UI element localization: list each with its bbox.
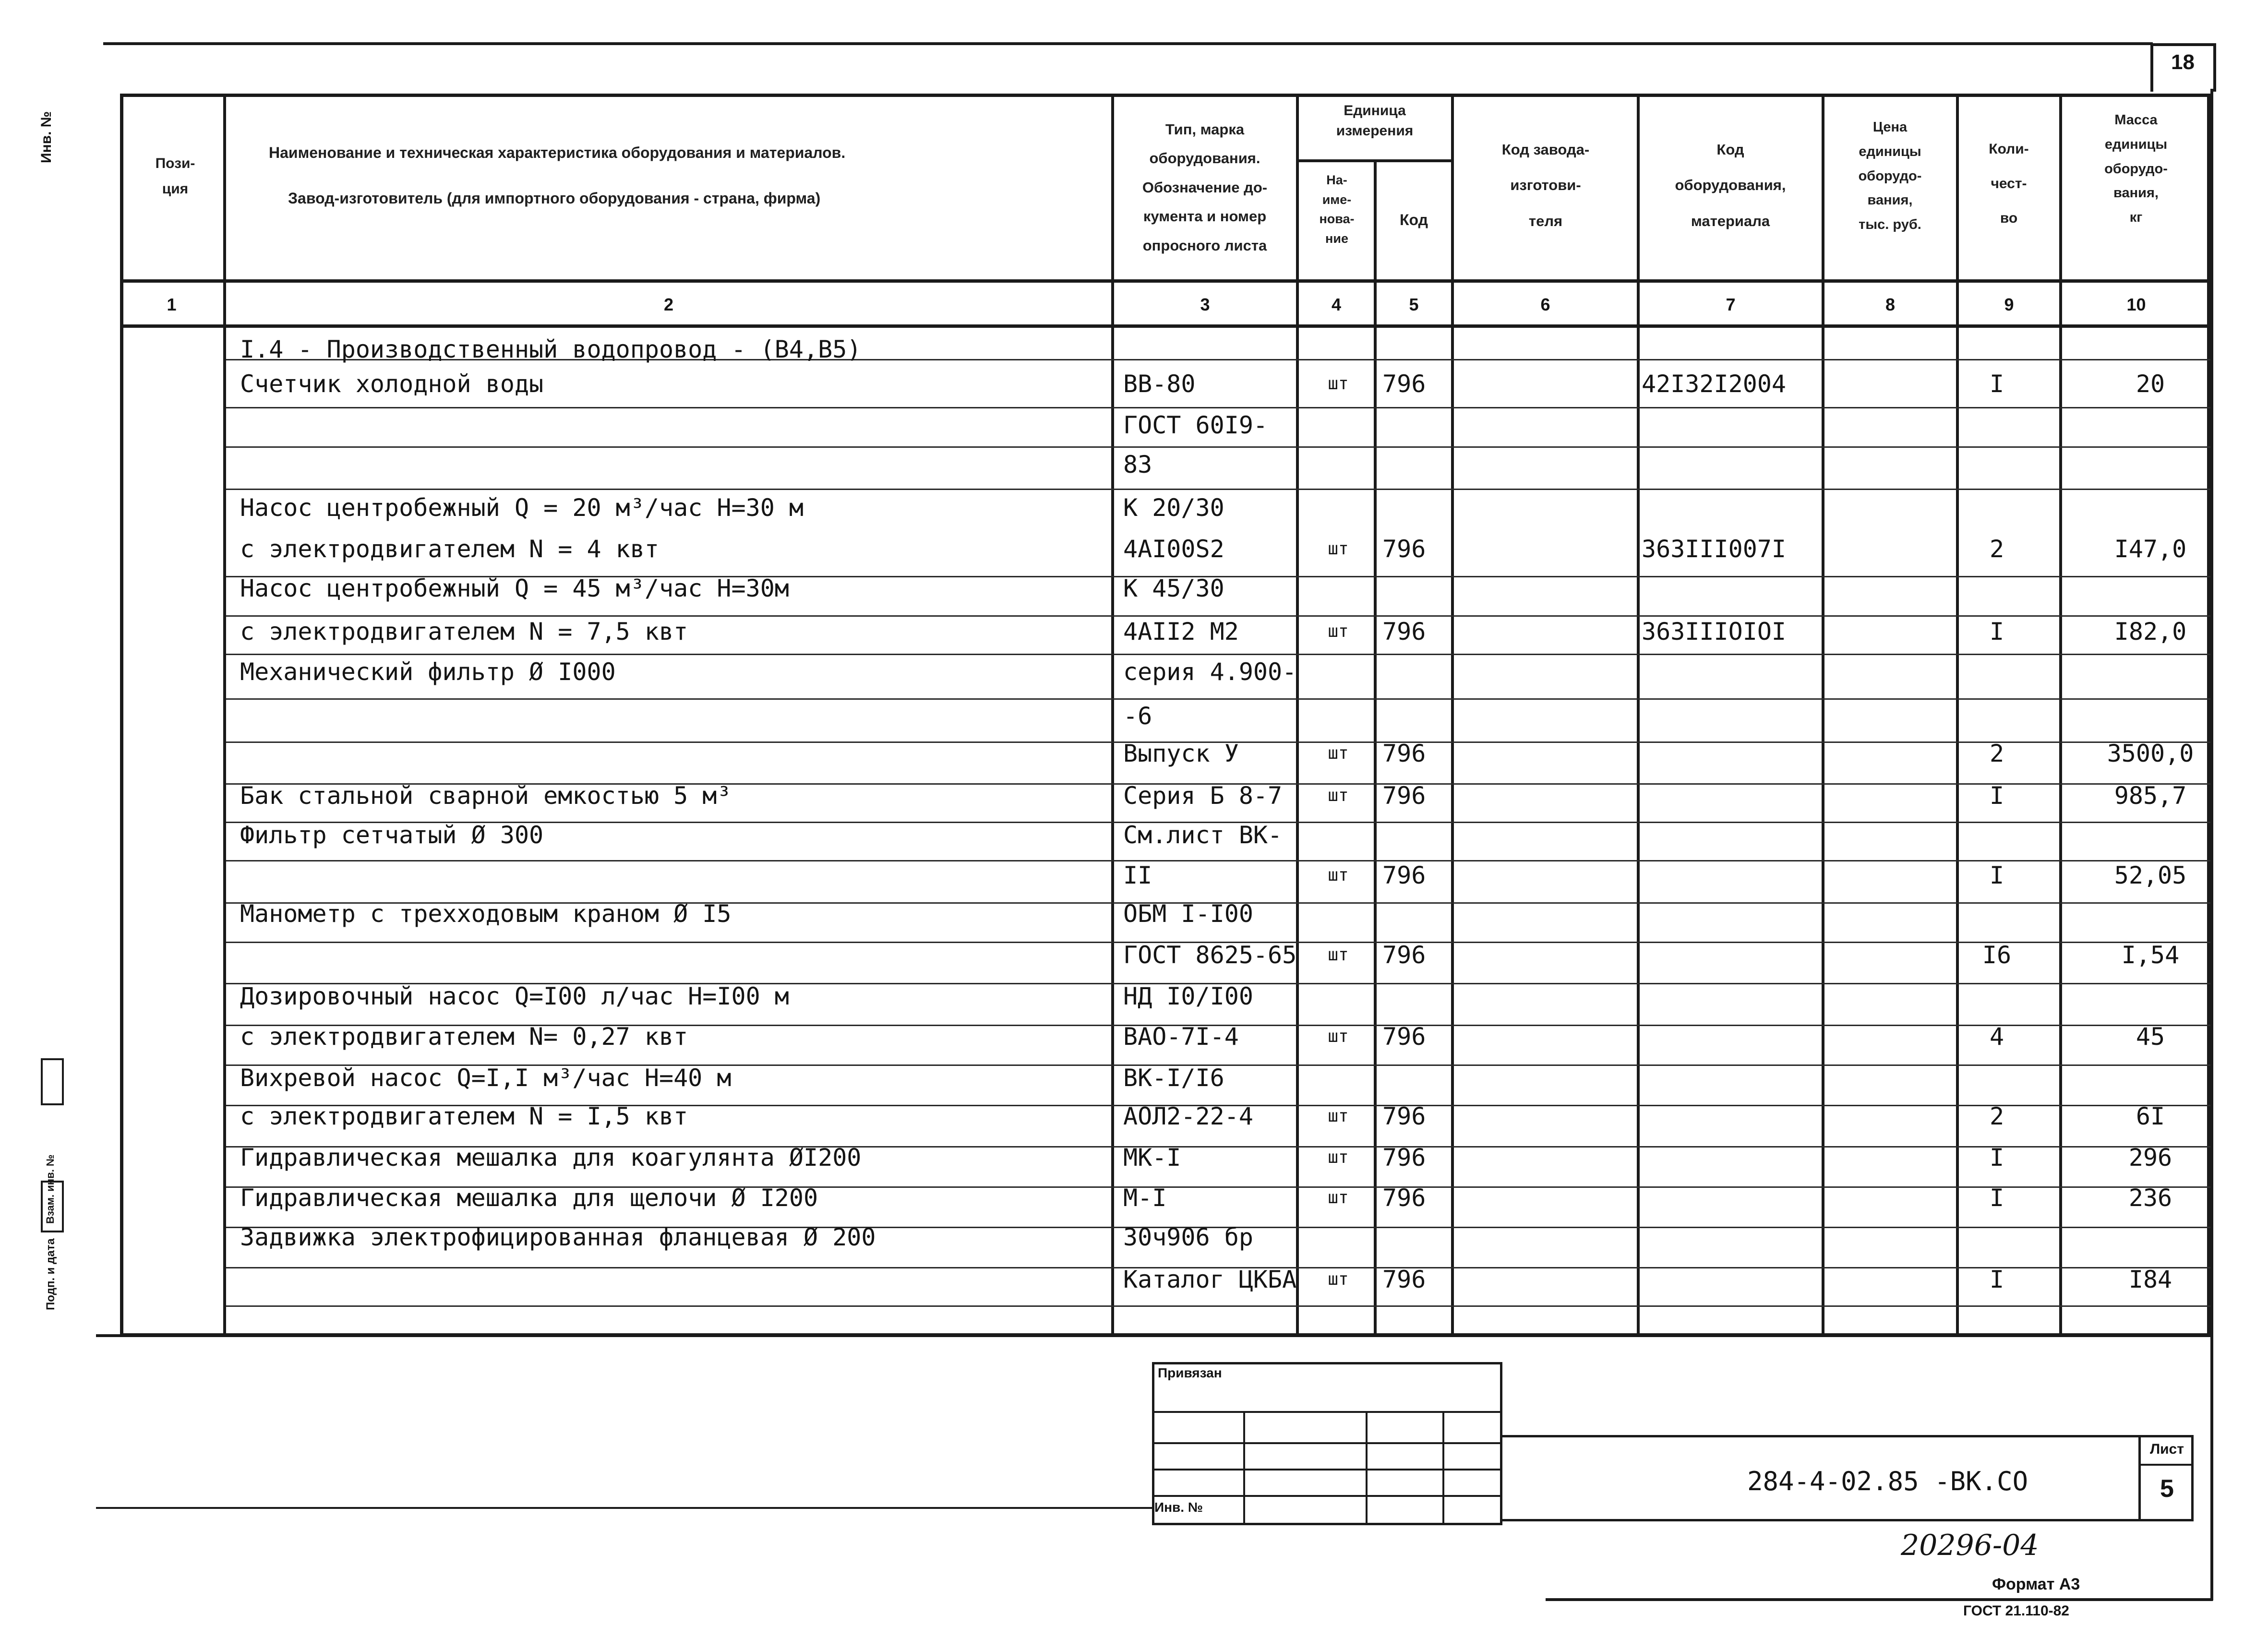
header-maker-code: Код завода- изготови- теля	[1501, 141, 1590, 229]
titleblock-list-divider	[2138, 1464, 2194, 1466]
col-line-8	[1956, 94, 1959, 1337]
row-c10-cell: 3500,0	[2107, 740, 2194, 767]
row-c4-cell: шт	[1328, 743, 1349, 763]
sheet-number: 18	[2171, 50, 2195, 74]
row-rule	[226, 407, 2210, 408]
stamp-line-3	[1152, 1469, 1502, 1471]
row-c5-cell: 796	[1382, 1023, 1426, 1051]
row-c2-cell: с электродвигателем N = 7,5 квт	[240, 618, 688, 646]
row-c2-cell: с электродвигателем N = 4 квт	[240, 535, 659, 563]
row-c2-cell: Фильтр сетчатый Ø 300	[240, 821, 544, 849]
row-c2-cell: Задвижка электрофицированная фланцевая Ø 200	[240, 1223, 876, 1251]
colnum-7: 7	[1726, 295, 1736, 314]
row-c5-cell: 796	[1382, 740, 1426, 767]
colnum-5: 5	[1409, 295, 1419, 314]
row-c5-cell: 796	[1382, 535, 1426, 563]
row-c2-cell: Манометр с трехходовым краном Ø I5	[240, 900, 732, 928]
header-type: Тип, марка оборудования. Обозначение до- кумента и номер опросного листа	[1142, 121, 1268, 254]
row-c2-cell: Насос центробежный Q = 20 м³/час Н=30 м	[240, 494, 804, 522]
row-c5-cell: 796	[1382, 1266, 1426, 1293]
row-c3-cell: 83	[1123, 451, 1152, 478]
row-c4-cell: шт	[1328, 786, 1349, 805]
row-c10-cell: 236	[2128, 1184, 2172, 1212]
row-c3-cell: К 20/30	[1123, 494, 1224, 522]
col-line-9	[2059, 94, 2062, 1337]
row-c5-cell: 796	[1382, 1102, 1426, 1130]
row-c7-cell: 363III007I	[1642, 535, 1787, 563]
row-c4-cell: шт	[1328, 1188, 1349, 1208]
row-c3-cell: ГОСТ 60I9-	[1123, 411, 1268, 439]
left-bottom-line	[96, 1507, 1152, 1509]
stamp-line-2	[1152, 1442, 1502, 1444]
row-c4-cell: шт	[1328, 1106, 1349, 1126]
colnum-3: 3	[1200, 295, 1210, 314]
row-c9-cell: I6	[1982, 941, 2012, 969]
titleblock-list-number: 5	[2160, 1475, 2174, 1503]
row-rule	[226, 1305, 2210, 1307]
row-c3-cell: Выпуск У	[1123, 740, 1239, 767]
row-c9-cell: 2	[1989, 740, 2004, 767]
row-c7-cell: 363IIIOIOI	[1642, 618, 1787, 646]
header-unit-code: Код	[1400, 211, 1428, 228]
row-c9-cell: I	[1989, 782, 2004, 810]
row-c5-cell: 796	[1382, 1144, 1426, 1172]
row-c10-cell: I84	[2128, 1266, 2172, 1293]
row-c3-cell: 4АII2 М2	[1123, 618, 1239, 646]
row-c3-cell: -6	[1123, 702, 1152, 730]
stamp-inv-label: Инв. №	[1154, 1500, 1203, 1515]
unit-group-divider	[1296, 159, 1451, 162]
row-c4-cell: шт	[1328, 945, 1349, 965]
col-line-3	[1296, 94, 1299, 1337]
row-c5-cell: 796	[1382, 861, 1426, 889]
row-c4-cell: шт	[1328, 865, 1349, 885]
col-line-4	[1374, 161, 1377, 1337]
row-c10-cell: 52,05	[2114, 861, 2187, 889]
row-c4-cell: шт	[1328, 1269, 1349, 1289]
row-c2-cell: Счетчик холодной воды	[240, 370, 544, 398]
titleblock-list-label: Лист	[2150, 1441, 2184, 1457]
header-equipment-code: Код оборудования, материала	[1675, 141, 1786, 229]
header-divider	[120, 279, 2210, 283]
row-c2-cell: Гидравлическая мешалка для щелочи Ø I200	[240, 1184, 818, 1212]
col-line-6	[1637, 94, 1640, 1337]
row-c3-cell: МК-I	[1123, 1144, 1181, 1172]
colnum-6: 6	[1540, 295, 1550, 314]
row-c2-cell: с электродвигателем N= 0,27 квт	[240, 1023, 688, 1051]
row-c3-cell: серия 4.900-	[1123, 658, 1297, 686]
row-c3-cell: М-I	[1123, 1184, 1167, 1212]
header-mass: Масса единицы оборудо- вания, кг	[2104, 112, 2168, 225]
row-rule	[226, 860, 2210, 861]
margin-box-1	[41, 1058, 64, 1105]
row-c5-cell: 796	[1382, 370, 1426, 398]
handwritten-archive-number: 20296-04	[1901, 1529, 2039, 1562]
row-c10-cell: 296	[2128, 1144, 2172, 1172]
row-c7-cell: 42I32I2004	[1642, 370, 1787, 398]
row-c10-cell: I47,0	[2114, 535, 2187, 563]
row-c4-cell: шт	[1328, 539, 1349, 559]
row-c9-cell: 4	[1989, 1023, 2004, 1051]
row-c10-cell: I,54	[2121, 941, 2180, 969]
row-c3-cell: АОЛ2-22-4	[1123, 1102, 1253, 1130]
row-c3-cell: ВВ-80	[1123, 370, 1196, 398]
header-quantity: Коли- чест- во	[1989, 141, 2029, 226]
top-border-line	[103, 42, 2153, 45]
row-c9-cell: 2	[1989, 535, 2004, 563]
row-c10-cell: I82,0	[2114, 618, 2187, 646]
header-price: Цена единицы оборудо- вания, тыс. руб.	[1858, 120, 1922, 232]
row-rule	[226, 615, 2210, 617]
row-c5-cell: 796	[1382, 618, 1426, 646]
row-c2-cell: Бак стальной сварной емкостью 5 м³	[240, 782, 732, 810]
margin-label-top: Инв. №	[38, 111, 54, 163]
stamp-line-1	[1152, 1411, 1502, 1413]
colnum-10: 10	[2126, 295, 2146, 314]
row-rule	[226, 446, 2210, 448]
header-unit-name: На- име- нова- ние	[1319, 173, 1355, 246]
row-c3-cell: 4АI00S2	[1123, 535, 1224, 563]
row-c4-cell: шт	[1328, 374, 1349, 394]
row-c10-cell: 20	[2136, 370, 2165, 398]
stamp-vline-2	[1366, 1411, 1368, 1525]
row-c4-cell: шт	[1328, 622, 1349, 641]
col-line-5	[1451, 94, 1454, 1337]
row-c9-cell: I	[1989, 861, 2004, 889]
row-c10-cell: 45	[2136, 1023, 2165, 1051]
row-c3-cell: ГОСТ 8625-65	[1123, 941, 1297, 969]
margin-label-sign-date: Подп. и дата	[44, 1238, 57, 1310]
row-c2-cell: с электродвигателем N = I,5 квт	[240, 1102, 688, 1130]
row-c9-cell: I	[1989, 370, 2004, 398]
right-border-line	[2210, 89, 2213, 1601]
header-name-line1: Наименование и техническая характеристика оборудования и материалов.	[269, 144, 846, 161]
row-c9-cell: 2	[1989, 1102, 2004, 1130]
stamp-vline-3	[1442, 1411, 1444, 1525]
row-c5-cell: 796	[1382, 941, 1426, 969]
row-rule	[226, 698, 2210, 700]
col-line-2	[1111, 94, 1114, 1337]
row-c4-cell: шт	[1328, 1148, 1349, 1167]
row-c3-cell: См.лист ВК-	[1123, 821, 1283, 849]
row-c9-cell: I	[1989, 1144, 2004, 1172]
row-c2-cell: Механический фильтр Ø I000	[240, 658, 616, 686]
stamp-privyazan-label: Привязан	[1158, 1365, 1222, 1380]
row-c10-cell: 6I	[2136, 1102, 2165, 1130]
row-c5-cell: 796	[1382, 782, 1426, 810]
gost-label: ГОСТ 21.110-82	[1963, 1603, 2069, 1619]
row-c4-cell: шт	[1328, 1027, 1349, 1046]
col-line-1	[223, 94, 226, 1337]
row-c2-cell: I.4 - Производственный водопровод - (В4,В5)	[240, 335, 862, 363]
row-c3-cell: НД I0/I00	[1123, 982, 1253, 1010]
header-position: Пози- ция	[155, 155, 195, 197]
colnum-1: 1	[167, 295, 177, 314]
col-line-7	[1822, 94, 1824, 1337]
row-c9-cell: I	[1989, 618, 2004, 646]
colnum-4: 4	[1331, 295, 1342, 314]
row-c3-cell: Каталог ЦКБА	[1123, 1266, 1297, 1293]
row-c10-cell: 985,7	[2114, 782, 2187, 810]
row-c3-cell: ВАО-7I-4	[1123, 1023, 1239, 1051]
format-label: Формат А3	[1992, 1575, 2080, 1593]
row-c3-cell: К 45/30	[1123, 574, 1224, 602]
row-c2-cell: Дозировочный насос Q=I00 л/час Н=I00 м	[240, 982, 789, 1010]
row-c2-cell: Насос центробежный Q = 45 м³/час Н=30м	[240, 574, 789, 602]
table-bottom-line	[96, 1334, 2210, 1337]
stamp-vline-1	[1243, 1411, 1245, 1525]
row-c3-cell: ВК-I/I6	[1123, 1064, 1224, 1092]
colnum-2: 2	[663, 295, 674, 314]
margin-label-replace-inv: Взам. инв. №	[44, 1154, 56, 1224]
row-c5-cell: 796	[1382, 1184, 1426, 1212]
stamp-line-4	[1152, 1495, 1502, 1497]
row-c3-cell: II	[1123, 861, 1152, 889]
bottom-border-line	[1546, 1598, 2213, 1601]
row-c9-cell: I	[1989, 1184, 2004, 1212]
row-c3-cell: Серия Б 8-7	[1123, 782, 1283, 810]
row-c9-cell: I	[1989, 1266, 2004, 1293]
row-c2-cell: Вихревой насос Q=I,I м³/час Н=40 м	[240, 1064, 732, 1092]
row-rule	[226, 654, 2210, 655]
row-c3-cell: ОБМ I-I00	[1123, 900, 1253, 928]
colnum-8: 8	[1885, 295, 1896, 314]
row-rule	[226, 489, 2210, 490]
document-code: 284-4-02.85 -ВК.СО	[1747, 1466, 2028, 1496]
header-name-line2: Завод-изготовитель (для импортного оборудования - страна, фирма)	[288, 190, 821, 207]
header-unit-group: Единица измерения	[1336, 103, 1414, 139]
colnum-9: 9	[2004, 295, 2014, 314]
row-c2-cell: Гидравлическая мешалка для коагулянта ØI200	[240, 1144, 862, 1172]
row-c3-cell: 30ч906 бр	[1123, 1223, 1253, 1251]
